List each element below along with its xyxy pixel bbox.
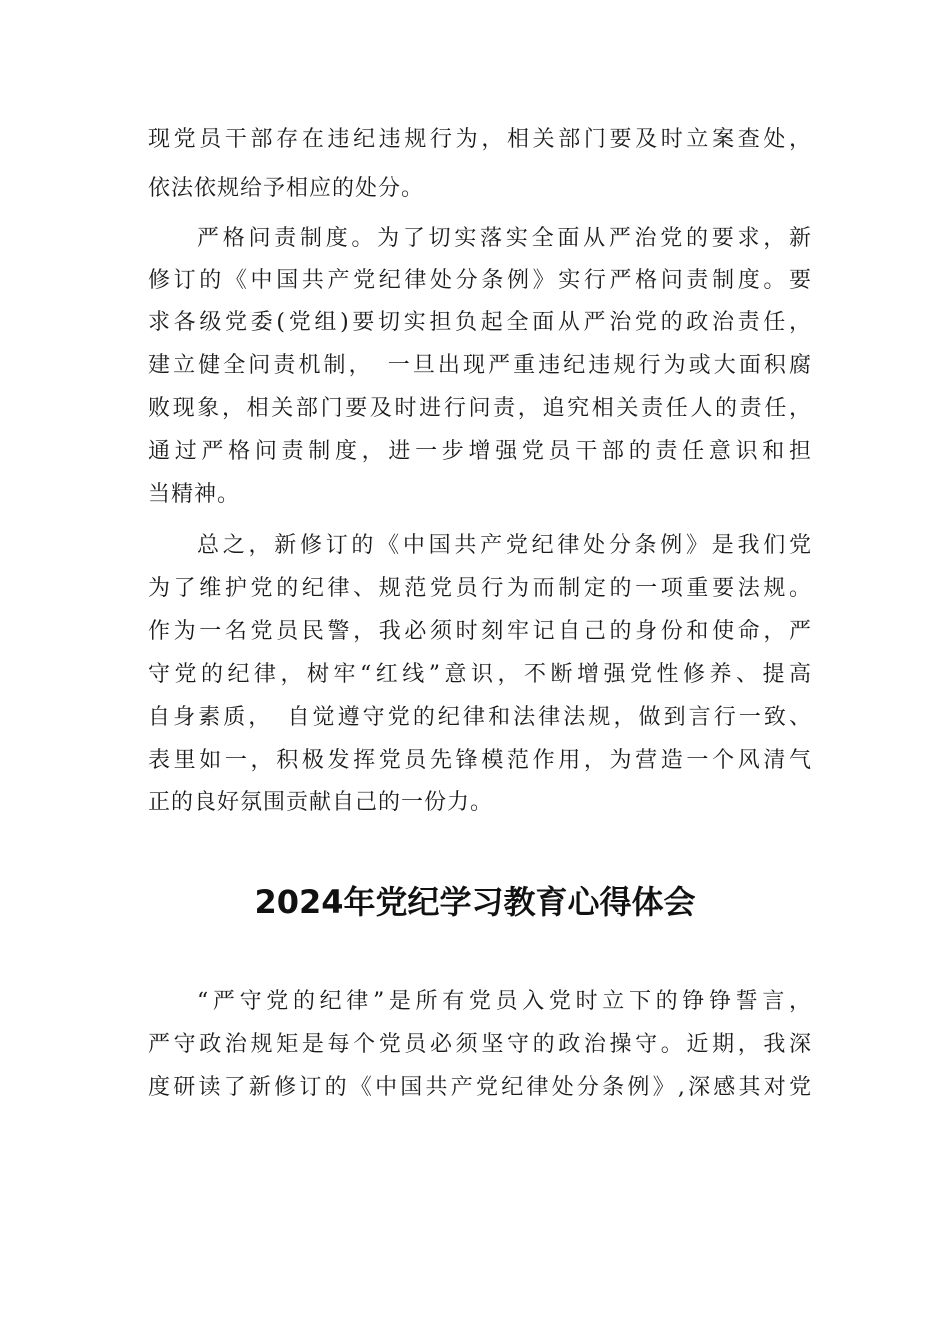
paragraph3-line-5: 自身素质， 自觉遵守党的纪律和法律法规，做到言行一致、	[148, 705, 812, 730]
paragraph3-line-7: 正的良好氛围贡献自己的一份力。	[148, 790, 494, 815]
paragraph2-line-4: 建立健全问责机制， 一旦出现严重违纪违规行为或大面积腐	[148, 353, 812, 378]
paragraph3-line-4: 守党的纪律，树牢“红线”意识，不断增强党性修养、提高	[148, 662, 812, 687]
section-title: 2024年党纪学习教育心得体会	[254, 883, 696, 921]
paragraph4-line-1: “严守党的纪律”是所有党员入党时立下的铮铮誓言，	[197, 989, 812, 1014]
paragraph3-line-2: 为了维护党的纪律、规范党员行为而制定的一项重要法规。	[148, 576, 812, 601]
paragraph4-line-3: 度研读了新修订的《中国共产党纪律处分条例》,深感其对党	[148, 1075, 812, 1100]
paragraph2-line-6: 通过严格问责制度，进一步增强党员干部的责任意识和担	[148, 439, 812, 464]
paragraph3-line-6: 表里如一，积极发挥党员先锋模范作用，为营造一个风清气	[148, 748, 812, 773]
paragraph2-line-5: 败现象，相关部门要及时进行问责，追究相关责任人的责任，	[148, 396, 812, 421]
paragraph2-line-7: 当精神。	[148, 482, 241, 507]
paragraph2-line-2: 修订的《中国共产党纪律处分条例》实行严格问责制度。要	[148, 268, 812, 293]
paragraph1-line-1: 现党员干部存在违纪违规行为，相关部门要及时立案查处，	[148, 127, 812, 152]
paragraph1-line-2: 依法依规给予相应的处分。	[148, 176, 425, 201]
paragraph2-line-3: 求各级党委(党组)要切实担负起全面从严治党的政治责任，	[148, 310, 812, 335]
paragraph2-line-1: 严格问责制度。为了切实落实全面从严治党的要求，新	[197, 226, 812, 251]
paragraph4-line-2: 严守政治规矩是每个党员必须坚守的政治操守。近期，我深	[148, 1032, 812, 1057]
paragraph3-line-3: 作为一名党员民警，我必须时刻牢记自己的身份和使命，严	[148, 619, 812, 644]
paragraph3-line-1: 总之，新修订的《中国共产党纪律处分条例》是我们党	[197, 533, 812, 558]
